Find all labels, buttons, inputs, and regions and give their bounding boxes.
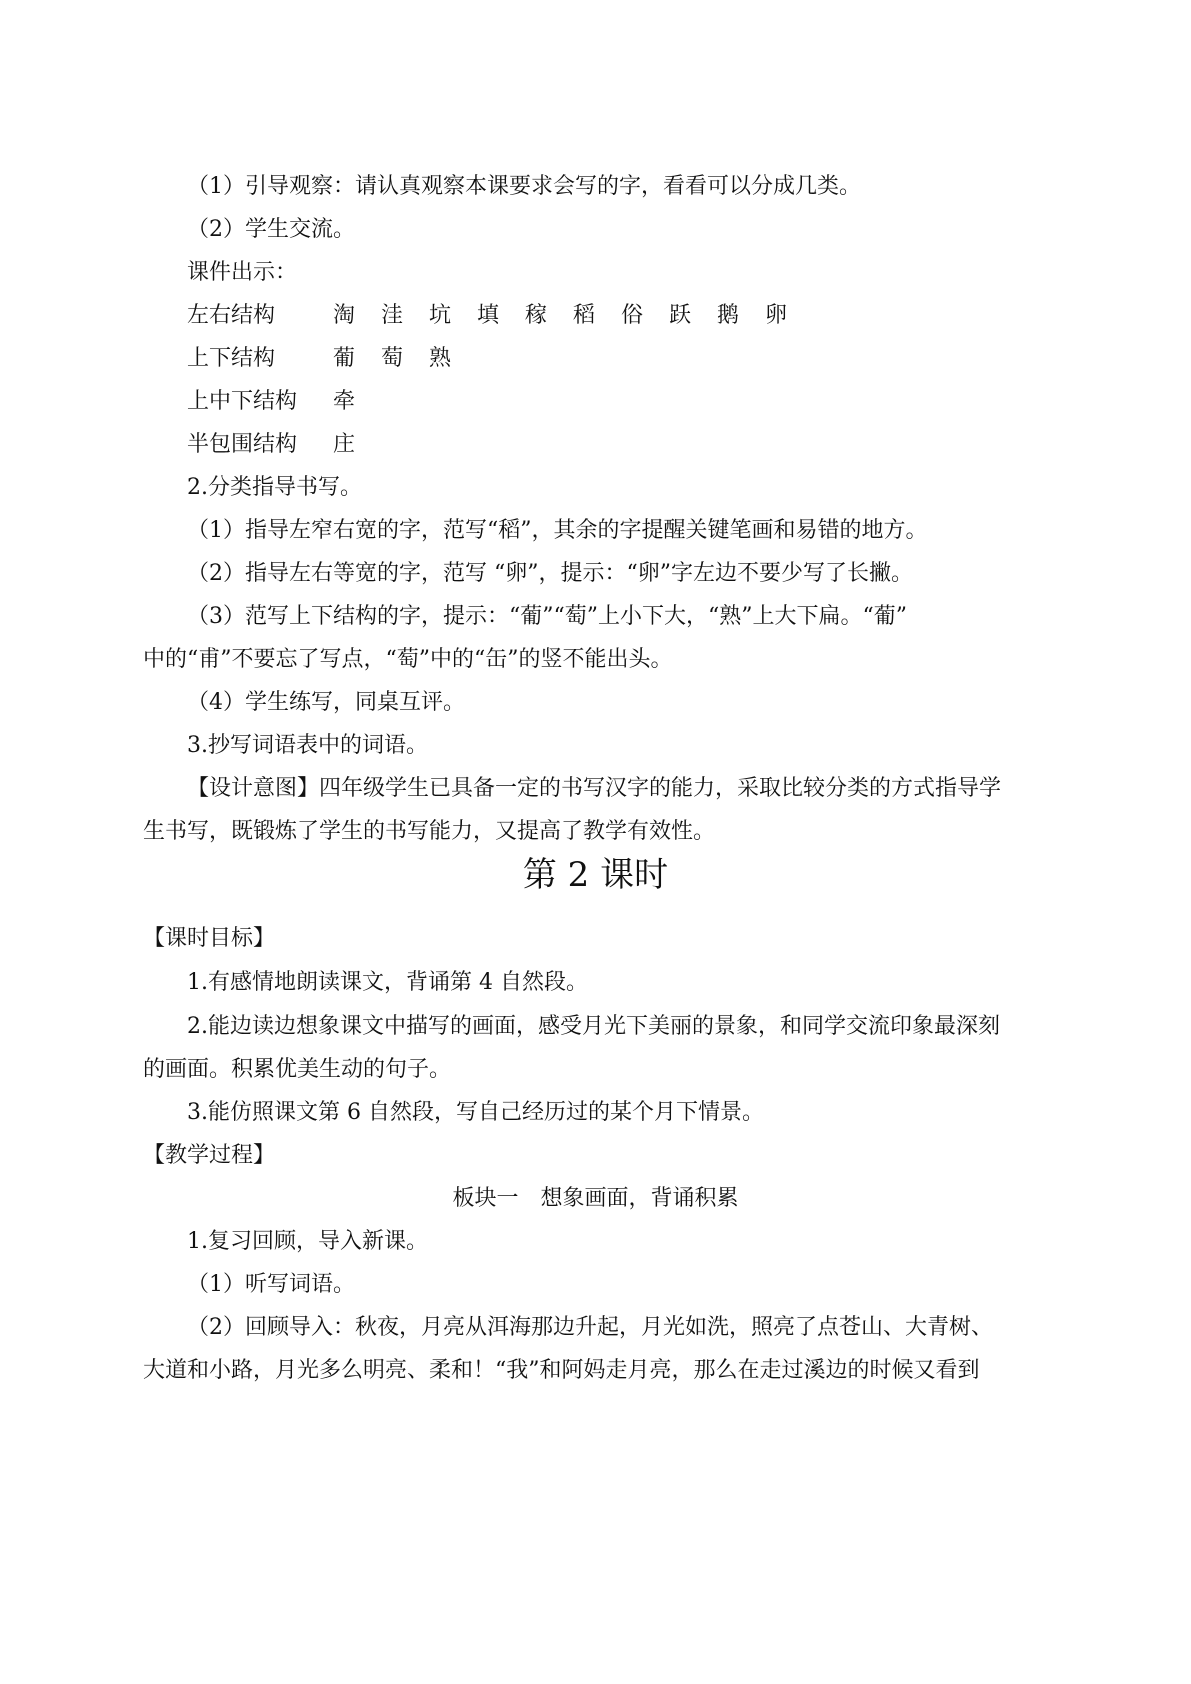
char: 稼 [525, 303, 548, 328]
paragraph: （1）指导左窄右宽的字，范写“稻”，其余的字提醒关键笔画和易错的地方。 [187, 518, 928, 543]
structure-label: 左右结构 [187, 303, 276, 328]
char: 俗 [621, 303, 644, 328]
paragraph: 【设计意图】四年级学生已具备一定的书写汉字的能力，采取比较分类的方式指导学 [187, 776, 1002, 801]
paragraph: 1.复习回顾，导入新课。 [187, 1229, 428, 1254]
structure-chars [333, 301, 813, 331]
paragraph: （1）引导观察：请认真观察本课要求会写的字，看看可以分成几类。 [187, 174, 861, 199]
structure-chars [333, 430, 381, 460]
paragraph: 1.有感情地朗读课文，背诵第 4 自然段。 [187, 970, 588, 995]
paragraph-continued: 生书写，既锻炼了学生的书写能力，又提高了教学有效性。 [143, 819, 716, 844]
char: 洼 [381, 303, 404, 328]
paragraph: （2）指导左右等宽的字，范写 “卵”，提示：“卵”字左边不要少写了长撇。 [187, 561, 913, 586]
paragraph: （3）范写上下结构的字，提示：“葡”“萄”上小下大，“熟”上大下扁。“葡” [187, 604, 907, 629]
paragraph: （1）听写词语。 [187, 1272, 355, 1297]
char: 熟 [429, 346, 452, 371]
structure-label: 半包围结构 [187, 432, 298, 457]
page-title: 第 2 课时 [522, 855, 669, 895]
structure-label: 上中下结构 [187, 389, 298, 414]
paragraph: 3.抄写词语表中的词语。 [187, 733, 428, 758]
paragraph-continued: 大道和小路，月光多么明亮、柔和！“我”和阿妈走月亮，那么在走过溪边的时候又看到 [143, 1358, 980, 1383]
paragraph: （2）学生交流。 [187, 217, 355, 242]
structure-chars [333, 387, 381, 417]
block-heading: 板块一 想象画面，背诵积累 [452, 1186, 739, 1211]
paragraph: 2.分类指导书写。 [187, 475, 362, 500]
char: 葡 [333, 346, 356, 371]
paragraph: 课件出示： [187, 260, 298, 285]
char: 稻 [573, 303, 596, 328]
char: 庄 [333, 432, 356, 457]
paragraph: （4）学生练写，同桌互评。 [187, 690, 465, 715]
char: 跃 [669, 303, 692, 328]
char: 坑 [429, 303, 452, 328]
char: 牵 [333, 389, 356, 414]
structure-chars [333, 344, 477, 374]
section-heading: 【教学过程】 [143, 1143, 276, 1168]
char: 卵 [765, 303, 788, 328]
paragraph-continued: 中的“甫”不要忘了写点，“萄”中的“缶”的竖不能出头。 [143, 647, 673, 672]
structure-label: 上下结构 [187, 346, 276, 371]
char: 淘 [333, 303, 356, 328]
paragraph: 3.能仿照课文第 6 自然段，写自己经历过的某个月下情景。 [187, 1100, 764, 1125]
char: 鹅 [717, 303, 740, 328]
section-heading: 【课时目标】 [143, 926, 276, 951]
paragraph-continued: 的画面。积累优美生动的句子。 [143, 1057, 452, 1082]
paragraph: （2）回顾导入：秋夜，月亮从洱海那边升起，月光如洗，照亮了点苍山、大青树、 [187, 1315, 993, 1340]
char: 萄 [381, 346, 404, 371]
char: 填 [477, 303, 500, 328]
paragraph: 2.能边读边想象课文中描写的画面，感受月光下美丽的景象，和同学交流印象最深刻 [187, 1014, 1000, 1039]
